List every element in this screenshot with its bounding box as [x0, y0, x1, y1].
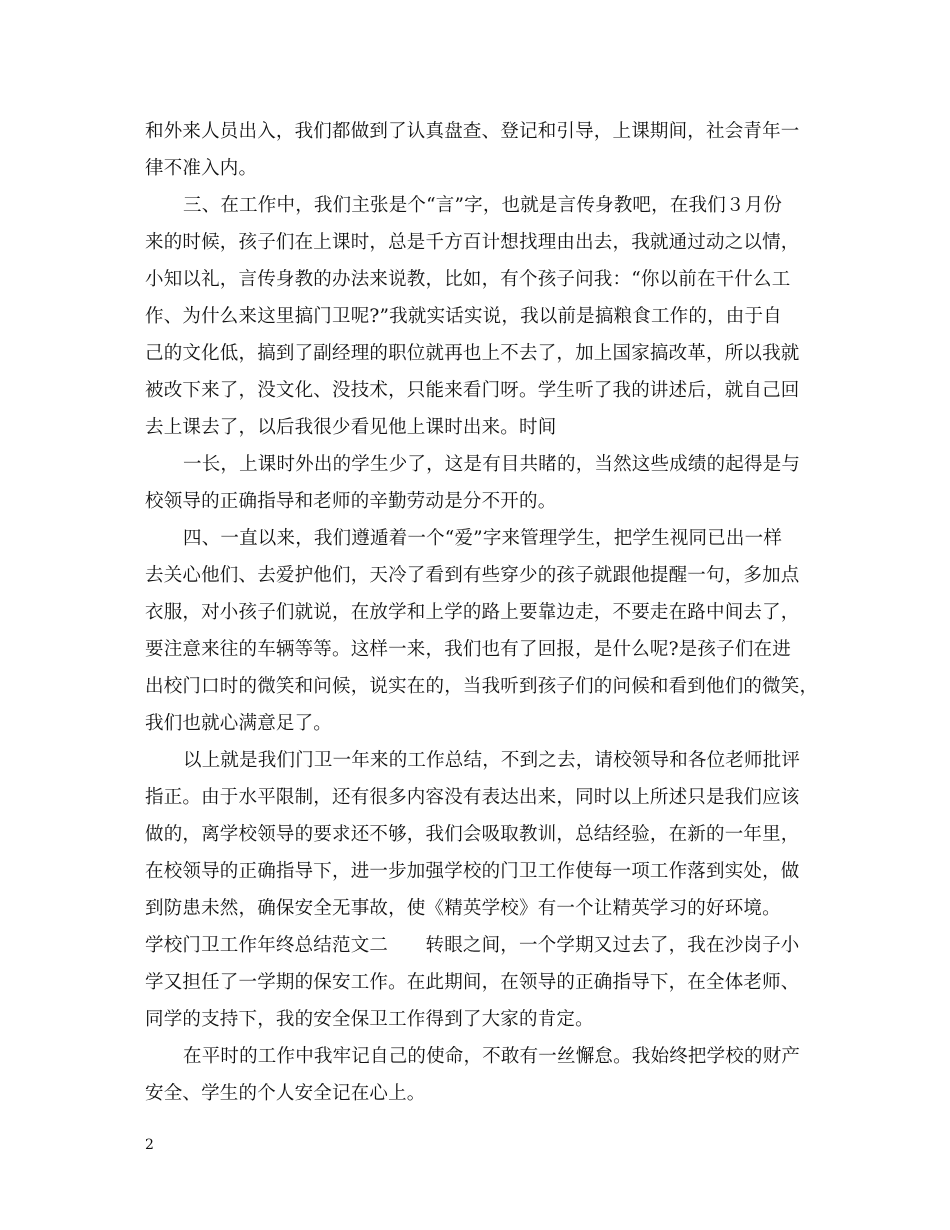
- paragraph-four-start: 四、一直以来，我们遵遁着一个“爱”字来管理学生，把学生视同已出一样: [183, 528, 783, 549]
- text-line: 我们也就心满意足了。: [145, 713, 333, 734]
- text-line: 小知以礼，言传身教的办法来说教，比如，有个孩子问我：“你以前在干什么工: [145, 269, 791, 290]
- text-line: 同学的支持下，我的安全保卫工作得到了大家的肯定。: [145, 1009, 594, 1030]
- text-line: 做的，离学校领导的要求还不够，我们会吸取教训，总结经验，在新的一年里，: [145, 824, 800, 845]
- conclusion-paragraph-start: 以上就是我们门卫一年来的工作总结，不到之去，请校领导和各位老师批评: [183, 750, 801, 771]
- paragraph-three-start: 三、在工作中，我们主张是个“言”字，也就是言传身教吧，在我们３月份: [183, 195, 783, 216]
- text-line: 到防患未然，确保安全无事故，使《精英学校》有一个让精英学习的好环境。: [145, 898, 781, 919]
- text-line: 出校门口时的微笑和问候，说实在的，当我听到孩子们的问候和看到他们的微笑，: [145, 676, 819, 697]
- text-line: 和外来人员出入，我们都做到了认真盘查、登记和引导，上课期间，社会青年一: [145, 121, 800, 142]
- text-line: 被改下来了，没文化、没技术，只能来看门呀。学生听了我的讲述后，就自己回: [145, 380, 800, 401]
- text-line: 在校领导的正确指导下，进一步加强学校的门卫工作使每一项工作落到实处，做: [145, 861, 800, 882]
- text-line: 衣服，对小孩子们就说，在放学和上学的路上要靠边走，不要走在路中间去了，: [145, 602, 800, 623]
- text-line: 律不准入内。: [145, 158, 258, 179]
- text-line: 学又担任了一学期的保安工作。在此期间，在领导的正确指导下，在全体老师、: [145, 972, 800, 993]
- text-line: 要注意来往的车辆等等。这样一来，我们也有了回报，是什么呢?是孩子们在进: [145, 639, 791, 660]
- text-line: 安全、学生的个人安全记在心上。: [145, 1083, 426, 1104]
- text-line: 去上课去了，以后我很少看见他上课时出来。时间: [145, 417, 557, 438]
- text-line: 指正。由于水平限制，还有很多内容没有表达出来，同时以上所述只是我们应该: [145, 787, 800, 808]
- page-number: 2: [145, 1137, 154, 1153]
- text-line: 校领导的正确指导和老师的辛勤劳动是分不开的。: [145, 491, 557, 512]
- text-line: 去关心他们、去爱护他们，天冷了看到有些穿少的孩子就跟他提醒一句，多加点: [145, 565, 800, 586]
- text-line: 一长，上课时外出的学生少了，这是有目共睹的，当然这些成绩的起得是与: [183, 454, 801, 475]
- text-line: 作、为什么来这里搞门卫呢?”我就实话实说，我以前是搞粮食工作的，由于自: [145, 306, 782, 327]
- section-two-heading-line: 学校门卫工作年终总结范文二 转眼之间，一个学期又过去了，我在沙岗子小: [145, 935, 800, 956]
- text-line: 在平时的工作中我牢记自己的使命，不敢有一丝懈怠。我始终把学校的财产: [183, 1046, 801, 1067]
- text-line: 来的时候，孩子们在上课时，总是千方百计想找理由出去，我就通过动之以情，: [145, 232, 800, 253]
- text-line: 己的文化低，搞到了副经理的职位就再也上不去了，加上国家搞改革，所以我就: [145, 343, 800, 364]
